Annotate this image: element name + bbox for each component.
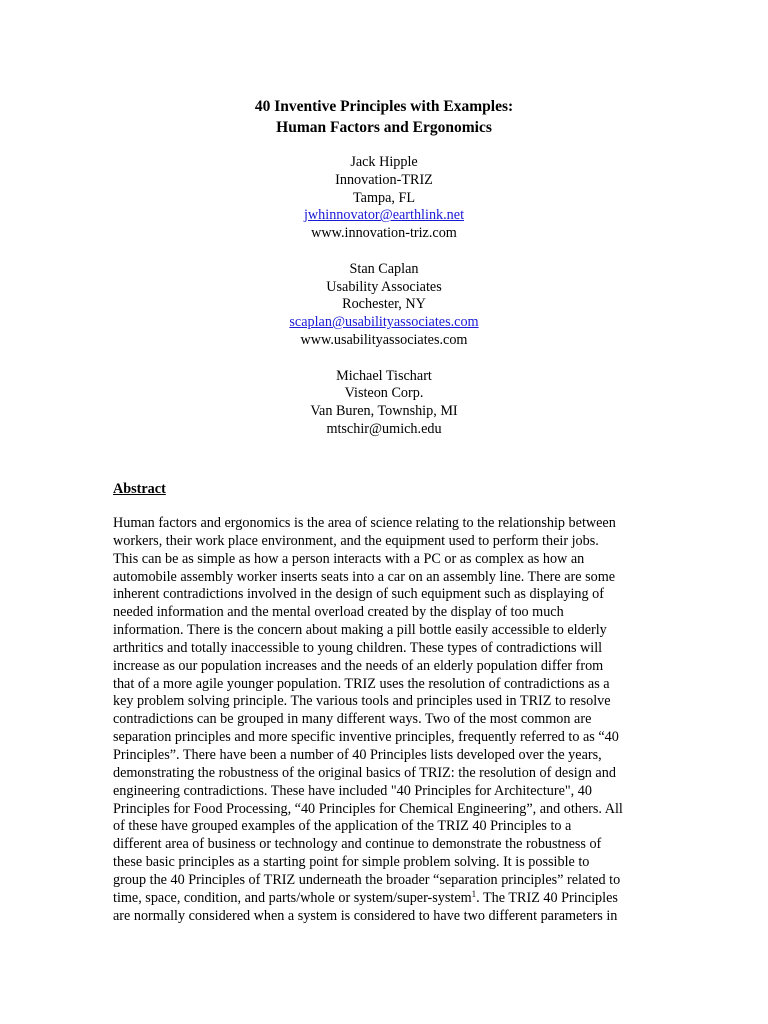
title-line-2: Human Factors and Ergonomics bbox=[276, 119, 492, 136]
author-name: Stan Caplan bbox=[349, 260, 419, 277]
author-website: www.innovation-triz.com bbox=[311, 225, 457, 242]
abstract-line: these basic principles as a starting point for simple problem solving. It is possible to bbox=[113, 854, 590, 871]
document-title bbox=[0, 96, 768, 138]
abstract-line: are normally considered when a system is considered to have two different parameters in bbox=[113, 907, 618, 924]
author-email: mtschir@umich.edu bbox=[326, 420, 442, 437]
abstract-line: different area of business or technology and continue to demonstrate the robustness of bbox=[113, 836, 602, 853]
author-name: Michael Tischart bbox=[336, 367, 432, 384]
author-name: Jack Hipple bbox=[350, 154, 418, 170]
abstract-line: that of a more agile younger population. TRIZ uses the resolution of contradictions as a bbox=[113, 675, 610, 692]
abstract-line: inherent contradictions involved in the design of such equipment such as displaying of bbox=[113, 586, 604, 603]
abstract-line: This can be as simple as how a person interacts with a PC or as complex as how an bbox=[113, 550, 585, 567]
abstract-line: Human factors and ergonomics is the area of science relating to the relationship between bbox=[113, 515, 616, 531]
abstract-line: separation principles and more specific inventive principles, frequently referred to as “40 bbox=[113, 729, 619, 746]
author-website: www.usabilityassociates.com bbox=[300, 331, 468, 348]
abstract-line: automobile assembly worker inserts seats into a car on an assembly line. There are some bbox=[113, 568, 616, 585]
abstract-line: contradictions can be grouped in many different ways. Two of the most common are bbox=[113, 711, 592, 728]
abstract-line-with-footnote bbox=[113, 890, 655, 908]
author-location: Van Buren, Township, MI bbox=[310, 403, 458, 420]
author-block-tischart bbox=[0, 368, 768, 439]
abstract-body bbox=[113, 515, 655, 925]
author-org: Innovation-TRIZ bbox=[335, 171, 433, 188]
author-org: Usability Associates bbox=[326, 278, 442, 295]
abstract-line: information. There is the concern about making a pill bottle easily accessible to elderly bbox=[113, 622, 607, 639]
abstract-line: Principles for Food Processing, “40 Principles for Chemical Engineering”, and others. All bbox=[113, 800, 623, 817]
author-email-link[interactable]: scaplan@usabilityassociates.com bbox=[289, 314, 479, 331]
author-block-hipple bbox=[0, 154, 768, 243]
abstract-line: demonstrating the robustness of the original basics of TRIZ: the resolution of design and bbox=[113, 764, 616, 781]
abstract-line: Principles”. There have been a number of 40 Principles lists developed over the years, bbox=[113, 746, 602, 763]
abstract-line: increase as our population increases and the needs of an elderly population differ from bbox=[113, 657, 604, 674]
abstract-line: group the 40 Principles of TRIZ underneath the broader “separation principles” related to bbox=[113, 871, 621, 888]
abstract-line: workers, their work place environment, and the equipment used to perform their jobs. bbox=[113, 532, 599, 549]
abstract-line: needed information and the mental overload created by the display of too much bbox=[113, 604, 564, 621]
abstract-line-text: time, space, condition, and parts/whole or system/super-system bbox=[113, 889, 472, 906]
abstract-line: key problem solving principle. The various tools and principles used in TRIZ to resolve bbox=[113, 693, 611, 710]
footnote-marker[interactable]: 1 bbox=[471, 888, 477, 899]
abstract-line: engineering contradictions. These have included "40 Principles for Architecture", 40 bbox=[113, 782, 592, 799]
author-location: Rochester, NY bbox=[342, 296, 426, 313]
author-block-caplan bbox=[0, 261, 768, 350]
abstract-line: arthritics and totally inaccessible to young children. These types of contradictions will bbox=[113, 639, 603, 656]
author-org: Visteon Corp. bbox=[344, 385, 424, 402]
title-line-1: 40 Inventive Principles with Examples: bbox=[254, 98, 514, 115]
abstract-heading: Abstract bbox=[113, 481, 166, 497]
author-location: Tampa, FL bbox=[352, 189, 416, 206]
abstract-line-text: . The TRIZ 40 Principles bbox=[476, 889, 618, 906]
author-email-link[interactable]: jwhinnovator@earthlink.net bbox=[303, 207, 465, 224]
author-list bbox=[0, 154, 768, 457]
abstract-line: of these have grouped examples of the application of the TRIZ 40 Principles to a bbox=[113, 818, 572, 835]
